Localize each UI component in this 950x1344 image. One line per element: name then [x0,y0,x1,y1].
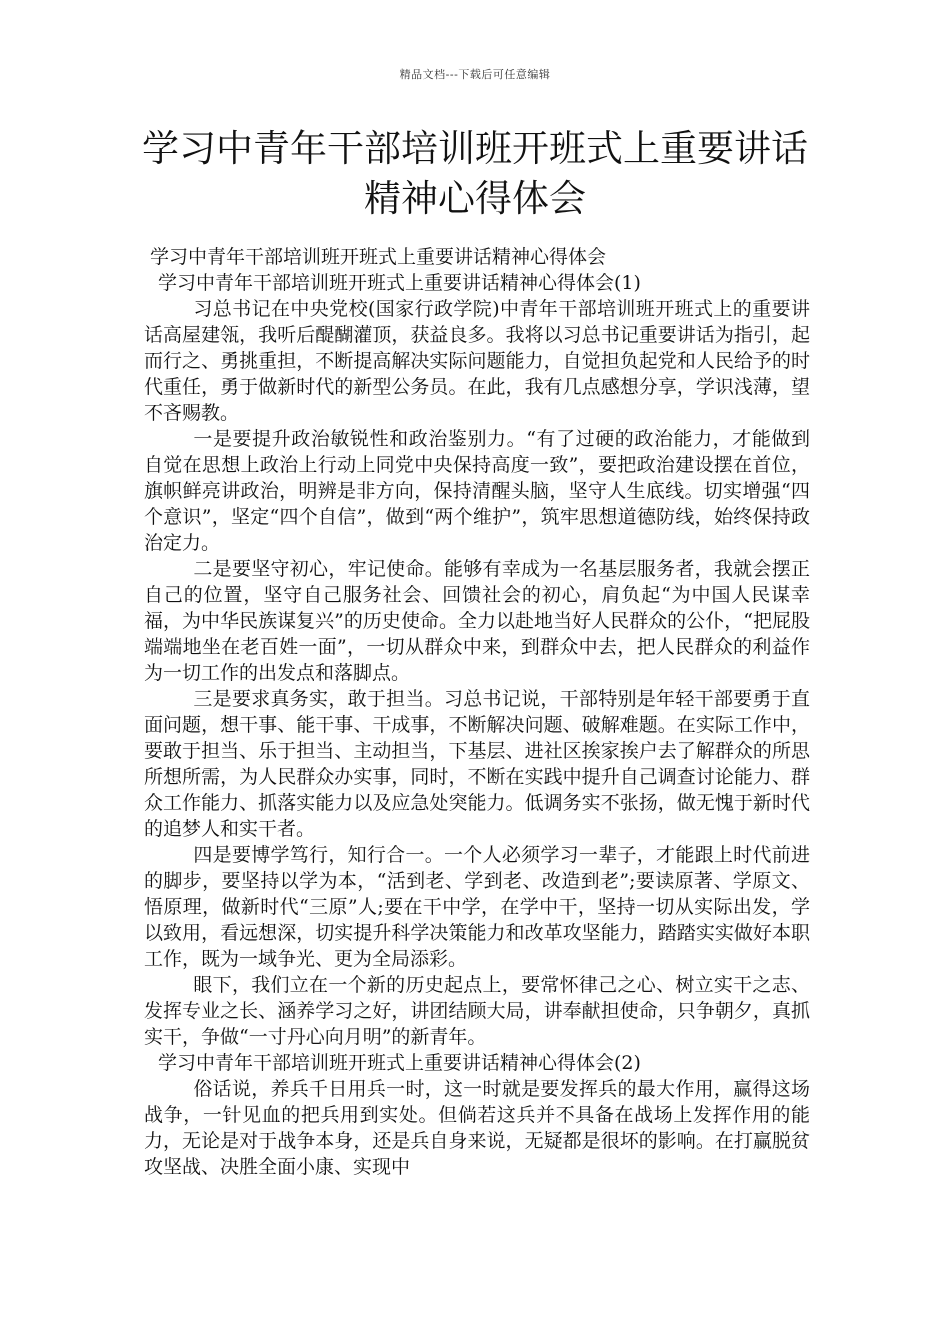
paragraph: 三是要求真务实，敢于担当。习总书记说，干部特别是年轻干部要勇于直面问题，想干事、能干事、干成事，不断解决问题、破解难题。在实际工作中，要敢于担当、乐于担当、主动担当，下基层、进社区挨家挨户去了解群众的所思所想所需，为人民群众办实事，同时，不断在实践中提升自己调查讨论能力、群众工作能力、抓落实能力以及应急处突能力。低调务实不张扬，做无愧于新时代的追梦人和实干者。 [144,688,810,840]
paragraph: 眼下，我们立在一个新的历史起点上，要常怀律己之心、树立实干之志、发挥专业之长、涵养学习之好，讲团结顾大局，讲奉献担使命，只争朝夕，真抓实干，争做“一寸丹心向月明”的新青年。 [144,974,810,1048]
paragraph: 四是要博学笃行，知行合一。一个人必须学习一辈子，才能跟上时代前进的脚步，要坚持以学为本，“活到老、学到老、改造到老”;要读原著、学原文、悟原理，做新时代“三原”人;要在干中学，在学中干，坚持一切从实际出发，学以致用，看远想深，切实提升科学决策能力和改革攻坚能力，踏踏实实做好本职工作，既为一域争光、更为全局添彩。 [144,844,810,970]
document-body [144,244,810,1180]
paragraph: 一是要提升政治敏锐性和政治鉴别力。“有了过硬的政治能力，才能做到自觉在思想上政治上行动上同党中央保持高度一致”，要把政治建设摆在首位，旗帜鲜亮讲政治，明辨是非方向，保持清醒头脑，坚守人生底线。切实增强“四个意识”，坚定“四个自信”，做到“两个维护”，筑牢思想道德防线，始终保持政治定力。 [144,428,810,554]
paragraph: 二是要坚守初心，牢记使命。能够有幸成为一名基层服务者，我就会摆正自己的位置，坚守自己服务社会、回馈社会的初心，肩负起“为中国人民谋幸福，为中华民族谋复兴”的历史使命。全力以赴地当好人民群众的公仆，“把屁股端端地坐在老百姓一面”，一切从群众中来，到群众中去，把人民群众的利益作为一切工作的出发点和落脚点。 [144,558,810,684]
document-subtitle: 学习中青年干部培训班开班式上重要讲话精神心得体会 [150,246,607,268]
header-note: 精品文档---下载后可任意编辑 [399,68,551,81]
section-1-heading: 学习中青年干部培训班开班式上重要讲话精神心得体会(1) [158,272,641,294]
paragraph: 习总书记在中央党校(国家行政学院)中青年干部培训班开班式上的重要讲话高屋建瓴，我听后醍醐灌顶，获益良多。我将以习总书记重要讲话为指引，起而行之、勇挑重担，不断提高解决实际问题能力，自觉担负起党和人民给予的时代重任，勇于做新时代的新型公务员。在此，我有几点感想分享，学识浅薄，望不吝赐教。 [144,298,810,424]
document-title-line-1: 学习中青年干部培训班开班式上重要讲话 [142,127,808,170]
document-title [0,124,950,224]
section-2-heading: 学习中青年干部培训班开班式上重要讲话精神心得体会(2) [158,1052,641,1074]
document-title-line-2: 精神心得体会 [364,177,586,220]
paragraph: 俗话说，养兵千日用兵一时，这一时就是要发挥兵的最大作用，赢得这场战争，一针见血的把兵用到实处。但倘若这兵并不具备在战场上发挥作用的能力，无论是对于战争本身，还是兵自身来说，无疑都是很坏的影响。在打赢脱贫攻坚战、决胜全面小康、实现中 [144,1078,810,1178]
